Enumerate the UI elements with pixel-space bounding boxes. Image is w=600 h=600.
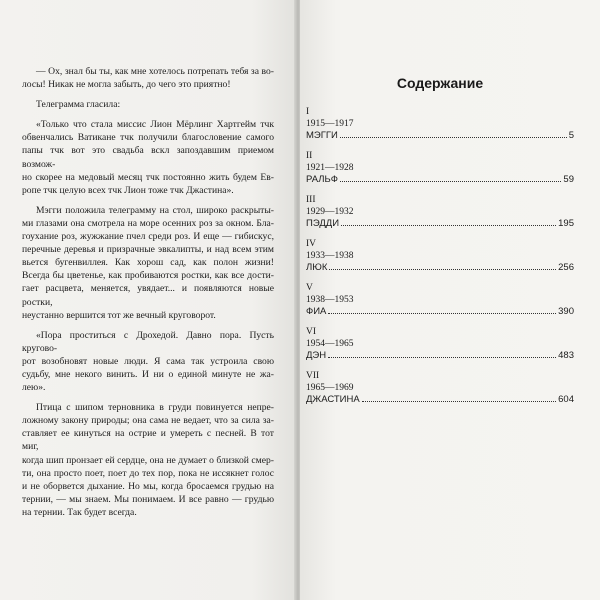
toc-part xyxy=(306,151,574,186)
toc-page-number: 390 xyxy=(558,306,574,317)
toc-leader-dots xyxy=(329,269,556,270)
toc-page-number: 604 xyxy=(558,394,574,405)
text-line: лею». xyxy=(22,382,46,394)
paragraph xyxy=(22,98,274,111)
toc-part-years: 1965—1969 xyxy=(306,382,354,393)
toc-entry-title: ДЖАСТИНА xyxy=(306,394,360,405)
toc-leader-dots xyxy=(362,401,556,402)
text-line: — Ох, знал бы ты, как мне хотелось потрепать тебя за во- xyxy=(36,66,274,77)
toc-entry xyxy=(306,306,574,318)
toc-entry-title: ФИА xyxy=(306,306,327,317)
toc-part-years: 1921—1928 xyxy=(306,162,354,173)
toc-part xyxy=(306,371,574,406)
toc-part-number: VII xyxy=(306,371,320,381)
toc-entry xyxy=(306,130,574,142)
toc-page-number: 483 xyxy=(558,350,574,361)
toc-entry-title: РАЛЬФ xyxy=(306,174,338,185)
toc-title: Содержание xyxy=(396,75,484,91)
text-line: ставляет ее кинуться на острие и умереть с песней. В тот миг, xyxy=(22,428,274,453)
text-line: ти, она просто поет, поет до тех пор, пока не иссякнет голос xyxy=(22,467,274,479)
toc-entry xyxy=(306,174,574,186)
text-line: ропе тчк целую всех тчк Лион тоже тчк Джастина». xyxy=(22,184,234,196)
paragraph xyxy=(22,401,274,519)
toc-entry xyxy=(306,262,574,274)
toc-list xyxy=(306,107,574,406)
text-line: ложному закону природы; она сама не ведает, что за сила за- xyxy=(22,415,274,427)
toc-part xyxy=(306,239,574,274)
toc-leader-dots xyxy=(340,181,561,182)
toc-entry-title: ДЭН xyxy=(306,350,327,361)
text-line: гает расцвета, меняется, увядает... и появляются новые ростки, xyxy=(22,283,274,308)
toc-part-number: III xyxy=(306,195,316,205)
toc-part-years: 1938—1953 xyxy=(306,294,354,305)
toc-leader-dots xyxy=(328,313,556,314)
toc-part-years: 1954—1965 xyxy=(306,338,354,349)
toc-part-number: IV xyxy=(306,239,317,249)
toc-page-number: 195 xyxy=(558,218,574,229)
text-line: когда шип пронзает ей сердце, она не думает о близкой смер- xyxy=(22,454,274,466)
text-line: и не оборвется дыхание. Но мы, когда бросаемся грудью на xyxy=(22,480,274,492)
body-text xyxy=(22,65,274,526)
toc-part xyxy=(306,327,574,362)
text-line: перечные деревья и призрачные эвкалипты, и над всем этим xyxy=(22,244,274,256)
text-line: на тернии. Так будет всегда. xyxy=(22,506,137,518)
toc-part xyxy=(306,195,574,230)
text-line: Мэгги положила телеграмму на стол, широко раскрыты- xyxy=(36,204,274,216)
text-line: вьется бугенвиллея. Как хорош сад, как полон жизни! xyxy=(22,257,274,269)
text-line: ми глазами она смотрела на море осенних роз за окном. Бла- xyxy=(22,217,274,229)
text-line: обвенчались Ватикане тчк получили благословение самого xyxy=(22,132,274,144)
text-line: лосы! Никак не могла забыть, до чего это приятно! xyxy=(22,79,231,91)
toc-part xyxy=(306,283,574,318)
paragraph xyxy=(22,329,274,394)
toc-part-number: V xyxy=(306,283,313,293)
toc-part-number: VI xyxy=(306,327,317,337)
table-of-contents xyxy=(306,75,574,415)
text-line: «Пора проститься с Дрохедой. Давно пора. Пусть кругово- xyxy=(22,329,274,354)
toc-part-number: II xyxy=(306,151,313,161)
toc-part-years: 1929—1932 xyxy=(306,206,354,217)
toc-page-number: 256 xyxy=(558,262,574,273)
toc-entry xyxy=(306,394,574,406)
toc-entry-title: ЛЮК xyxy=(306,262,328,273)
toc-leader-dots xyxy=(341,225,556,226)
toc-entry xyxy=(306,218,574,230)
text-line: судьбу, мне некого винить. И ни о единой минуте не жа- xyxy=(22,368,274,380)
text-line: папы тчк вот это свадьба вскл запоздавшим приемом возмож- xyxy=(22,145,274,170)
toc-part-years: 1933—1938 xyxy=(306,250,354,261)
left-page xyxy=(0,0,296,600)
toc-leader-dots xyxy=(328,357,556,358)
text-line: неустанно вершится тот же вечный круговорот. xyxy=(22,309,216,321)
toc-page-number: 59 xyxy=(563,174,574,185)
paragraph xyxy=(22,65,274,91)
paragraph xyxy=(22,204,274,322)
text-line: тернии, — мы знаем. Мы понимаем. И все равно — грудью xyxy=(22,493,274,505)
toc-entry xyxy=(306,350,574,362)
text-line: Всегда бы цветенье, как пробиваются ростки, как все дости- xyxy=(22,270,274,282)
text-line: гоухание роз, жужжание пчел среди роз. И еще — гибискус, xyxy=(22,231,274,243)
toc-entry-title: МЭГГИ xyxy=(306,130,338,141)
text-line: Телеграмма гласила: xyxy=(36,99,121,111)
toc-page-number: 5 xyxy=(568,130,574,141)
text-line: рот возобновят новые люди. Я сама так устроила свою xyxy=(22,355,274,367)
toc-part-years: 1915—1917 xyxy=(306,118,354,129)
text-line: Птица с шипом терновника в груди повинуется непре- xyxy=(36,402,274,414)
toc-entry-title: ПЭДДИ xyxy=(306,218,340,229)
toc-part xyxy=(306,107,574,142)
toc-part-number: I xyxy=(306,107,310,117)
text-line: «Только что стала миссис Лион Мёрлинг Хартгейм тчк xyxy=(36,119,274,131)
text-line: но скорее на медовый месяц тчк постоянно жить будем Ев- xyxy=(22,171,274,183)
toc-leader-dots xyxy=(340,137,567,138)
paragraph xyxy=(22,118,274,197)
